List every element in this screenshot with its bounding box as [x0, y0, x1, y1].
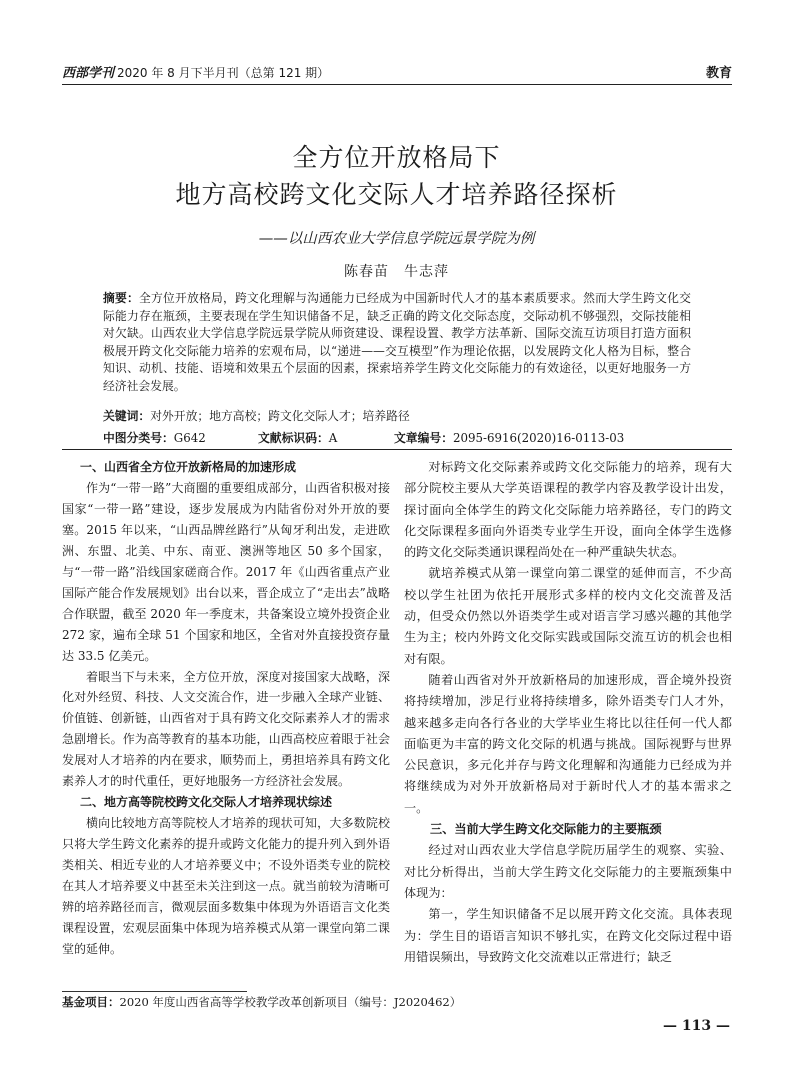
body-paragraph: 作为“一带一路”大商圈的重要组成部分，山西省积极对接国家“一带一路”建设，逐步发展成为内陆省份对外开放的要塞。2015 年以来，“山西品牌丝路行”从匈牙利出发，走进欧洲、东盟、北美、中东、南亚、澳洲等地区 50 多个国家，与“一带一路”沿线国家磋商合作。2017 年《山西省重点产业国际产能合作发展规划》出台以来，晋企成立了“走出去”战略合作联盟，截至 2020 年一季度末，共备案设立境外投资企业 272 家，遍布全球 51 个国家和地区，全省对外直接投资存量达 33.5 亿美元。: [62, 480, 390, 663]
doc-code-value: A: [328, 431, 338, 445]
document-code: [258, 429, 337, 446]
running-header: [62, 62, 732, 82]
body-paragraph: 就培养模式从第一课堂向第二课堂的延伸而言，不少高校以学生社团为依托开展形式多样的校内文化交流普及活动，但受众仍然以外语类学生或对语言学习感兴趣的其他学生为主；校内外跨文化交际实践或国际交流互访的机会也相对有限。: [404, 566, 732, 666]
abstract-label: 摘要：: [103, 291, 140, 305]
abstract-text: 全方位开放格局，跨文化理解与沟通能力已经成为中国新时代人才的基本素质要求。然而大学生跨文化交际能力存在瓶颈，主要表现在学生知识储备不足，缺乏正确的跨文化交际态度，交际动机不够强烈，交际技能相对欠缺。山西农业大学信息学院远景学院从师资建设、课程设置、教学方法革新、国际交流互访项目打造方面积极展开跨文化交际能力培养的宏观布局，以“递进——交互模型”作为理论依据，以发展跨文化人格为目标，整合知识、动机、技能、语境和效果五个层面的因素，探索培养学生跨文化交际能力的有效途径，以更好地服务一方经济社会发展。: [103, 291, 691, 393]
article-no-label: 文章编号：: [394, 431, 453, 445]
header-rule: [62, 84, 732, 85]
section-heading: 三、当前大学生跨文化交际能力的主要瓶颈: [430, 822, 662, 837]
keywords-text: 对外开放；地方高校；跨文化交际人才；培养路径: [150, 409, 410, 423]
body-paragraph: 经过对山西农业大学信息学院历届学生的观察、实验、对比分析得出，当前大学生跨文化交际能力的主要瓶颈集中体现为：: [404, 843, 732, 900]
clc-label: 中图分类号：: [103, 431, 174, 445]
body-column-right: [404, 457, 732, 968]
article-title-line2: 地方高校跨文化交际人才培养路径探析: [175, 180, 618, 209]
journal-info: [62, 62, 329, 81]
section-heading: 一、山西省全方位开放新格局的加速形成: [80, 460, 297, 474]
journal-issue: 2020 年 8 月下半月刊（总第 121 期）: [117, 66, 330, 80]
body-paragraph: 横向比较地方高等院校人才培养的现状可知，大多数院校只将大学生跨文化素养的提升或跨文化能力的提升列入到外语类相关、相近专业的人才培养要义中；不设外语类专业的院校在其人才培养要义中甚至未关注到这一点。就当前较为清晰可辨的培养路径而言，微观层面多数集中体现为外语语言文化类课程设置，宏观层面集中体现为培养模式从第一课堂向第二课堂的延伸。: [62, 816, 390, 956]
footnote-text: 2020 年度山西省高等学校教学改革创新项目（编号：J2020462）: [119, 995, 462, 1009]
abstract: [103, 290, 691, 396]
section-heading: 二、地方高等院校跨文化交际人才培养现状综述: [80, 795, 333, 810]
clc-value: G642: [173, 431, 206, 445]
page-number: — 113 —: [663, 1018, 730, 1034]
footnote: [62, 994, 461, 1010]
abstract-rule: [62, 449, 732, 450]
clc-number: [103, 429, 206, 446]
body-column-left: [62, 457, 390, 960]
body-paragraph: 随着山西省对外开放新格局的加速形成，晋企境外投资将持续增加，涉足行业将持续增多，除外语类专门人才外，越来越多走向各行各业的大学毕业生将比以往任何一代人都面临更为丰富的跨文化交际的机遇与挑战。国际视野与世界公民意识，多元化并存与跨文化理解和沟通能力已经成为并将继续成为对外开放新格局对于新时代人才的基本需求之一。: [404, 672, 732, 815]
article-authors: 陈春苗 牛志萍: [344, 264, 449, 280]
doc-code-label: 文献标识码：: [258, 431, 329, 445]
footnote-label: 基金项目：: [62, 995, 120, 1009]
article-number: [394, 429, 624, 446]
body-paragraph: 第一，学生知识储备不足以展开跨文化交流。具体表现为：学生目的语语言知识不够扎实，在跨文化交际过程中语用错误频出，导致跨文化交流难以正常进行；缺乏: [404, 907, 732, 964]
article-title-line1: 全方位开放格局下: [292, 143, 501, 172]
footnote-rule: [62, 991, 247, 992]
body-paragraph: 着眼当下与未来，全方位开放，深度对接国家大战略，深化对外经贸、科技、人文交流合作，进一步融入全球产业链、价值链、创新链，山西省对于具有跨文化交际素养人才的需求急剧增长。作为高等教育的基本功能，山西高校应着眼于社会发展对人才培养的内在要求，顺势而上，勇担培养具有跨文化素养人才的时代重任，更好地服务一方经济社会发展。: [62, 669, 390, 789]
section-tag: 教育: [705, 66, 732, 81]
body-paragraph: 对标跨文化交际素养或跨文化交际能力的培养，现有大部分院校主要从大学英语课程的教学内容及教学设计出发，探讨面向全体学生的跨文化交际能力培养路径，专门的跨文化交际课程多面向外语类专业学生开设，面向全体学生选修的跨文化交际类通识课程尚处在一种严重缺失状态。: [404, 460, 732, 560]
article-subtitle: ——以山西农业大学信息学院远景学院为例: [258, 231, 535, 247]
keywords: [103, 407, 410, 424]
keywords-label: 关键词：: [103, 409, 151, 423]
article-no-value: 2095-6916(2020)16-0113-03: [453, 431, 625, 445]
journal-logo: 西部学刊: [62, 66, 115, 81]
